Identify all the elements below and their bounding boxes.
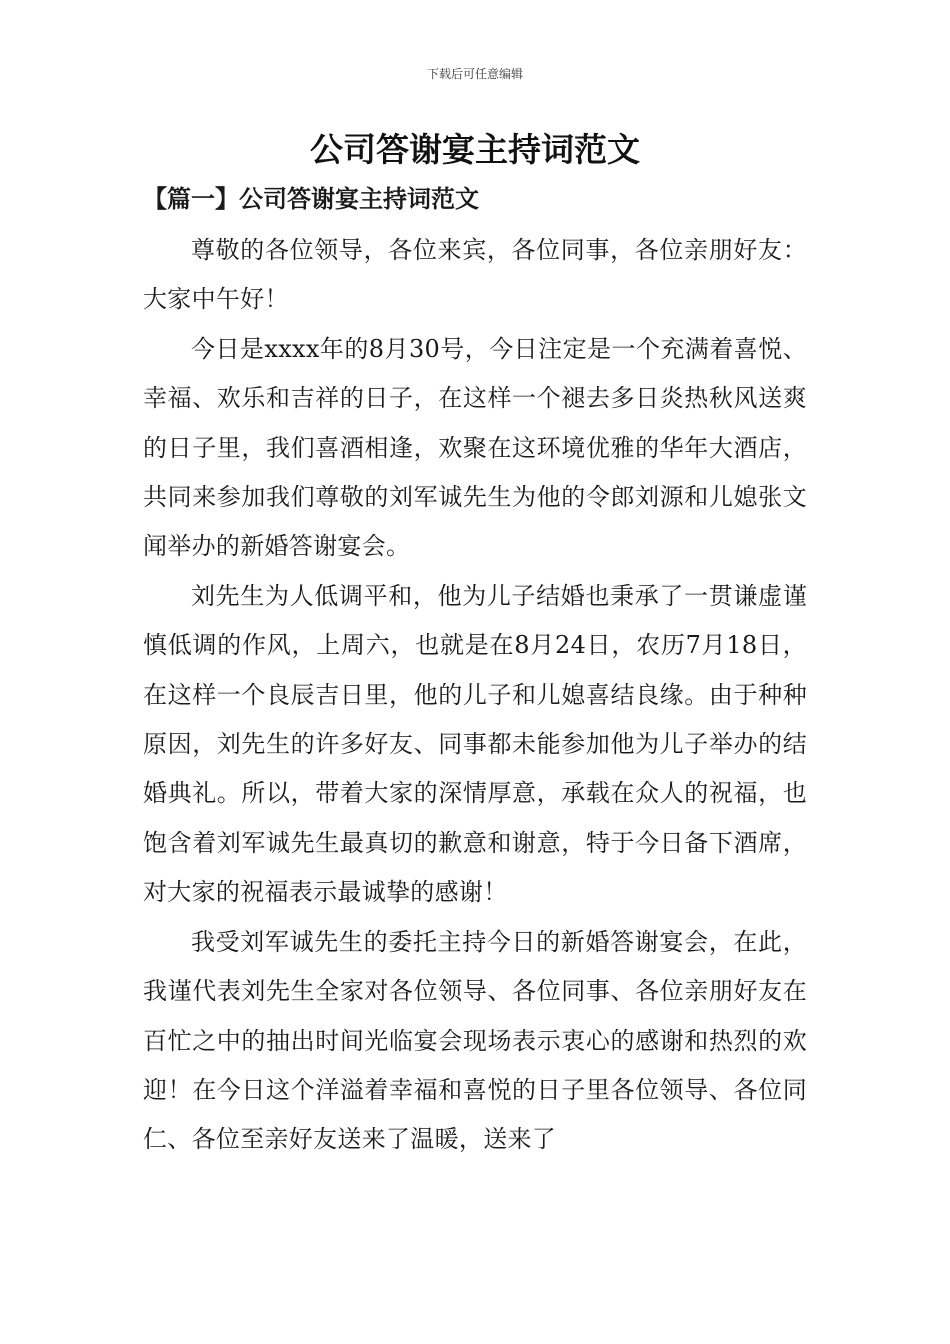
paragraph-thanks: 我受刘军诚先生的委托主持今日的新婚答谢宴会，在此，我谨代表刘先生全家对各位领导、各位同事、各位亲朋好友在百忙之中的抽出时间光临宴会现场表示衷心的感谢和热烈的欢迎！在今日这个洋溢着幸福和喜悦的日子里各位领导、各位同仁、各位至亲好友送来了温暖，送来了	[143, 927, 807, 1154]
paragraph-background: 刘先生为人低调平和，他为儿子结婚也秉承了一贯谦虚谨慎低调的作风，上周六，也就是在8月24日，农历7月18日，在这样一个良辰吉日里，他的儿子和儿媳喜结良缘。由于种种原因，刘先生的许多好友、同事都未能参加他为儿子举办的结婚典礼。所以，带着大家的深情厚意，承载在众人的祝福，也饱含着刘军诚先生最真切的歉意和谢意，特于今日备下酒席，对大家的祝福表示最诚挚的感谢！	[143, 581, 807, 907]
paragraph-greeting: 尊敬的各位领导，各位来宾，各位同事，各位亲朋好友：大家中午好！	[143, 236, 807, 314]
header-note: 下载后可任意编辑	[426, 67, 523, 81]
section-heading: 【篇一】公司答谢宴主持词范文	[143, 184, 479, 213]
document-body	[143, 226, 807, 1165]
paragraph-occasion: 今日是xxxx年的8月30号，今日注定是一个充满着喜悦、幸福、欢乐和吉祥的日子，在这样一个褪去多日炎热秋风送爽的日子里，我们喜酒相逢，欢聚在这环境优雅的华年大酒店，共同来参加我们尊敬的刘军诚先生为他的令郎刘源和儿媳张文闻举办的新婚答谢宴会。	[143, 334, 807, 561]
document-title: 公司答谢宴主持词范文	[310, 130, 640, 169]
